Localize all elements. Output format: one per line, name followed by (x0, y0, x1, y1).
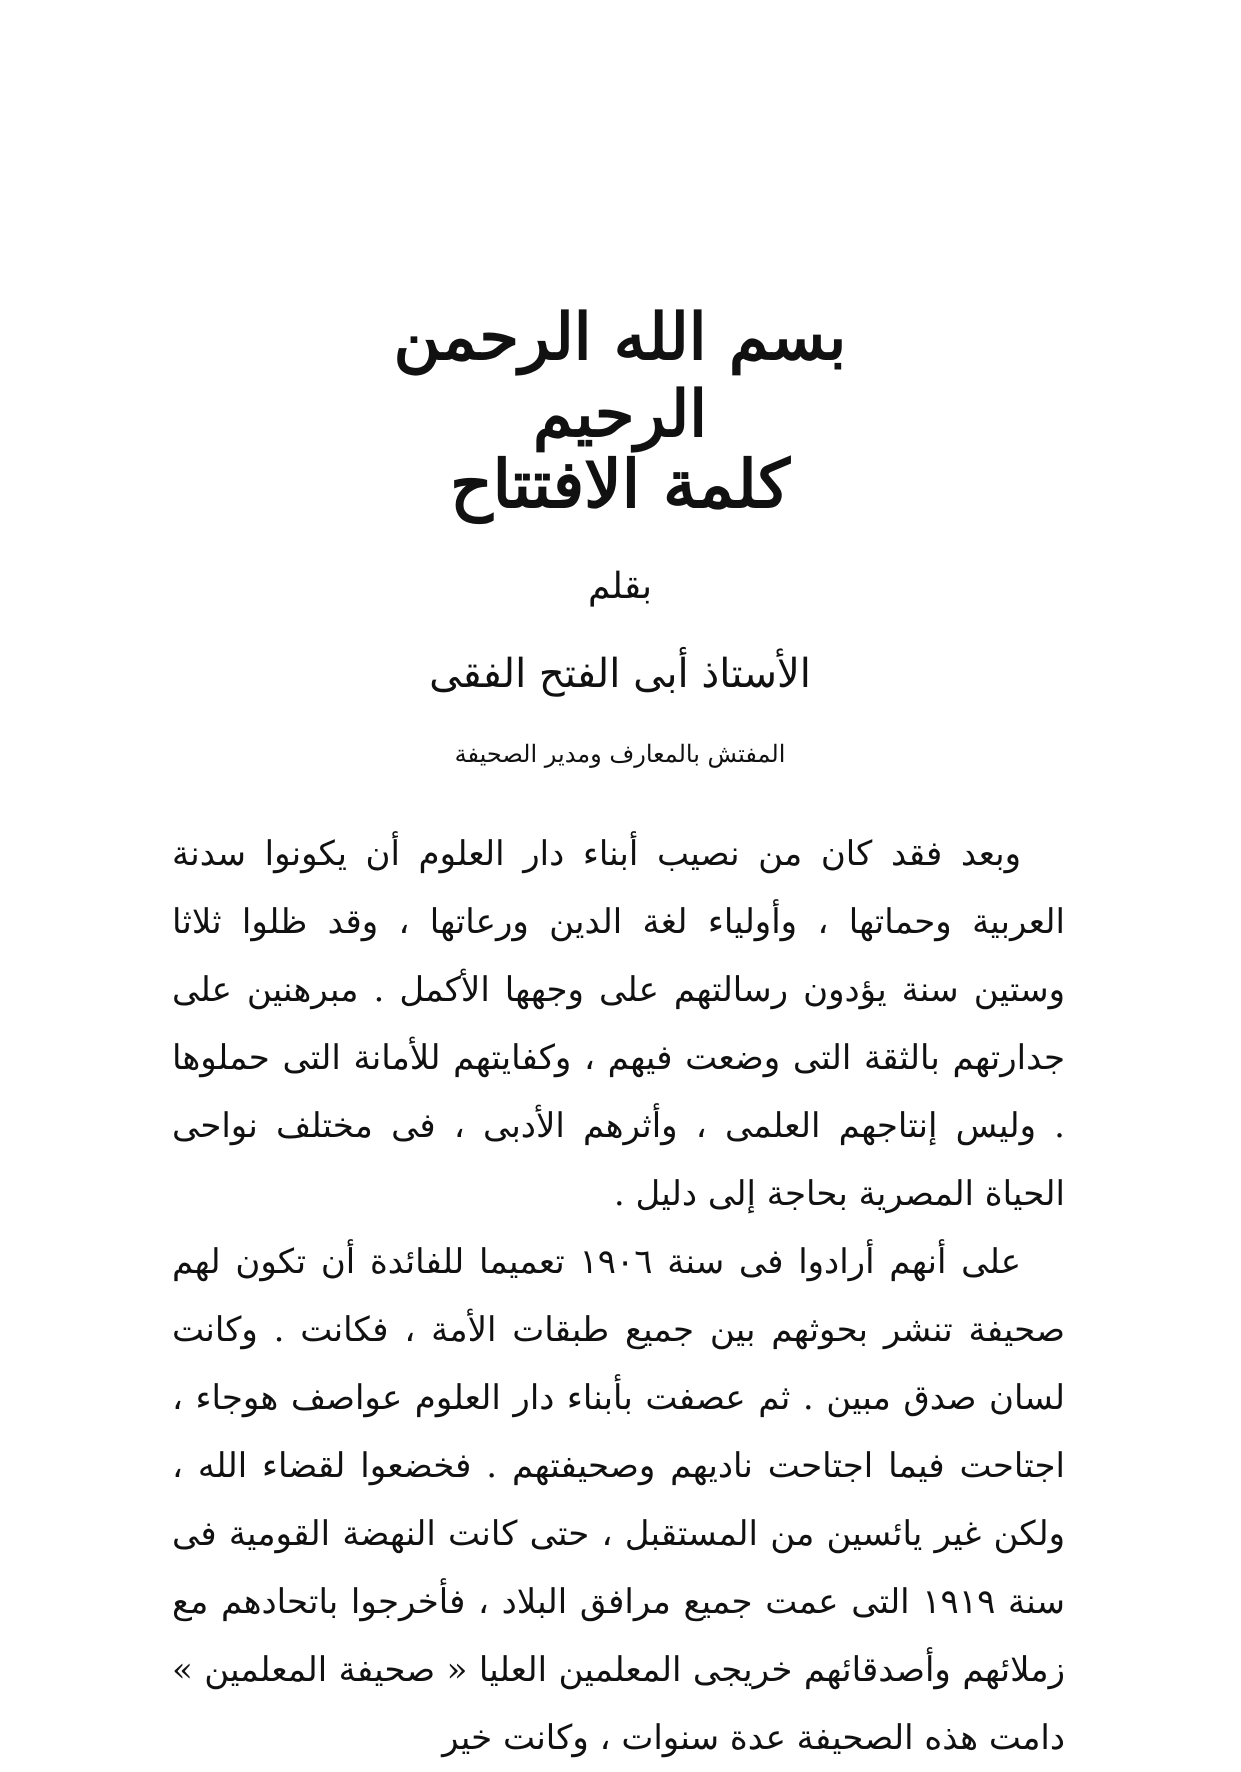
paragraph-2: على أنهم أرادوا فى سنة ١٩٠٦ تعميما للفائدة أن تكون لهم صحيفة تنشر بحوثهم بين جميع طبقات الأمة ، فكانت . وكانت لسان صدق مبين . ثم عصفت بأبناء دار العلوم عواصف هوجاء ، اجتاحت فيما اجتاحت ناديهم وصحيفتهم . فخضعوا لقضاء الله ، ولكن غير يائسين من المستقبل ، حتى كانت النهضة القومية فى سنة ١٩١٩ التى عمت جميع مرافق البلاد ، فأخرجوا باتحادهم مع زملائهم وأصدقائهم خريجى المعلمين العليا « صحيفة المعلمين » دامت هذه الصحيفة عدة سنوات ، وكانت خير (172, 1242, 1065, 1758)
author-role: المفتش بالمعارف ومدير الصحيفة (454, 740, 786, 768)
by-line: بقلم (587, 566, 653, 607)
basmala-heading: بسم الله الرحمن الرحيم (393, 300, 847, 452)
paragraph-1: وبعد فقد كان من نصيب أبناء دار العلوم أن يكونوا سدنة العربية وحماتها ، وأولياء لغة الدين ورعاتها ، وقد ظلوا ثلاثا وستين سنة يؤدون رسالتهم على وجهها الأكمل . مبرهنين على جدارتهم بالثقة التى وضعت فيهم ، وكفايتهم للأمانة التى حملوها . وليس إنتاجهم العلمى ، وأثرهم الأدبى ، فى مختلف نواحى الحياة المصرية بحاجة إلى دليل . (172, 834, 1065, 1214)
author-name: الأستاذ أبى الفتح الفقى (429, 651, 811, 697)
body-text (172, 820, 1065, 1772)
page-title: كلمة الافتتاح (450, 445, 790, 523)
